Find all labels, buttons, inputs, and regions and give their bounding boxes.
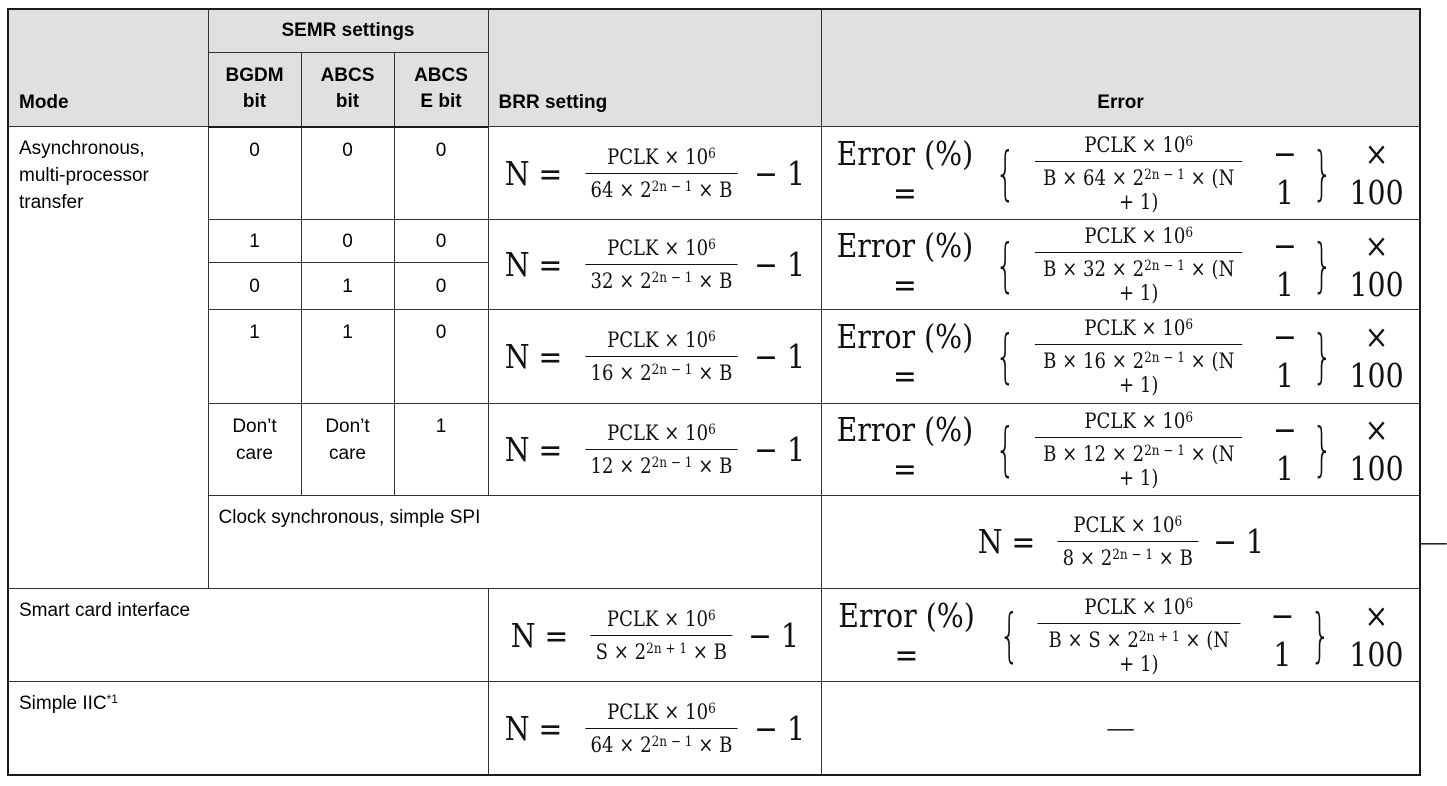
mode-smart-card: Smart card interface: [8, 589, 488, 682]
abcse-cell: 0: [394, 127, 488, 220]
error-formula-12: Error (%) = { $\frac{PCLK \times 10^6}{B \times 12 \times 2^{2n - 1} \times (N + 1)}$ − 1 } × 100: [821, 403, 1420, 495]
bgdm-cell: Don’t care: [208, 403, 301, 495]
abcse-cell: 0: [394, 220, 488, 263]
brr-formula-32: N = $\frac{PCLK \times 10^6}{32 \times 2^{2n - 1} \times B}$ − 1: [488, 220, 821, 310]
brr-formula-smart-card: N = $\frac{PCLK \times 10^6}{S \times 2^{2n + 1} \times B}$ − 1: [488, 589, 821, 682]
mode-simple-iic: Simple IIC$^{*1}$: [8, 682, 488, 775]
header-semr-settings: SEMR settings: [208, 9, 488, 53]
header-mode: Mode: [8, 9, 208, 127]
abcs-cell: 1: [301, 263, 394, 310]
brr-formula-12: N = $\frac{PCLK \times 10^6}{12 \times 2^{2n - 1} \times B}$ − 1: [488, 403, 821, 495]
abcse-cell: 1: [394, 403, 488, 495]
brr-formula-iic: N = $\frac{PCLK \times 10^6}{64 \times 2^{2n - 1} \times B}$ − 1: [488, 682, 821, 775]
abcs-cell: 0: [301, 127, 394, 220]
error-formula-16: Error (%) = { $\frac{PCLK \times 10^6}{B \times 16 \times 2^{2n - 1} \times (N + 1)}$ − 1 } × 100: [821, 310, 1420, 403]
brr-formula-16: N = $\frac{PCLK \times 10^6}{16 \times 2^{2n - 1} \times B}$ − 1: [488, 310, 821, 403]
abcs-cell: 0: [301, 220, 394, 263]
mode-async: Asynchronous, multi-processor transfer: [8, 127, 208, 589]
brr-settings-table: Mode SEMR settings BRR setting Error BGDM bit ABCS bit ABCS E bit Asynchronous, multi-processor transfer 0 0 0 N = $\frac{PCLK \times 10^6}{64 \times 2^{2n - 1} \times B}$ − 1 Error (%) = { $\frac{PCLK \times 10^6}{B \times 64 \times 2^{2n - 1} \times (N + 1)}$ − 1 } × 100 1 0 0 N = $\frac{PCLK \times 10^6}{32 \times 2^{2n - 1} \times B}$ − 1 Error (%) = { $\frac{PCLK \times 10^6}{B \times 32 \times 2^{2n - 1} \times (N + 1)}$ − 1 } × 100 0 1 0 1 1 0 N = $\frac{PCLK \times 10^6}{16 \times 2^{2n - 1} \times B}$ − 1 Error (%) = { $\frac{PCLK \times 10^6}{B \times 16 \times 2^{2n - 1} \times (N + 1)}$ − 1 } × 100 Don’t care Don’t care 1 N = $\frac{PCLK \times 10^6}{12 \times 2^{2n - 1} \times B}$ − 1 Error (%) = { $\frac{PCLK \times 10^6}{B \times 12 \times 2^{2n - 1} \times (N + 1)}$ − 1 } × 100 Clock synchronous, simple SPI N = $\frac{PCLK \times 10^6}{8 \times 2^{2n - 1} \times B}$ − 1 — Smart card interface N = $\frac{PCLK \times 10^6}{S \times 2^{2n + 1} \times B}$ − 1 Error (%) = { $\frac{PCLK \times 10^6}{B \times S \times 2^{2n + 1} \times (N + 1)}$ − 1 } × 100 Simple IIC$^{*1}$ N = $\frac{PCLK \times 10^6}{64 \times 2^{2n - 1} \times B}$ − 1 —: [7, 8, 1421, 776]
footnote-marker: *1: [106, 692, 118, 707]
header-error: Error: [821, 9, 1420, 127]
error-formula-32: Error (%) = { $\frac{PCLK \times 10^6}{B \times 32 \times 2^{2n - 1} \times (N + 1)}$ − 1 } × 100: [821, 220, 1420, 310]
brr-formula-64: N = $\frac{PCLK \times 10^6}{64 \times 2^{2n - 1} \times B}$ − 1: [488, 127, 821, 220]
header-bgdm-bit: BGDM bit: [208, 53, 301, 127]
brr-formula-8: N = $\frac{PCLK \times 10^6}{8 \times 2^{2n - 1} \times B}$ − 1: [821, 495, 1420, 588]
bgdm-cell: 0: [208, 127, 301, 220]
bgdm-cell: 1: [208, 310, 301, 403]
bgdm-cell: 1: [208, 220, 301, 263]
abcs-cell: 1: [301, 310, 394, 403]
abcse-cell: 0: [394, 263, 488, 310]
abcse-cell: 0: [394, 310, 488, 403]
header-abcs-bit: ABCS bit: [301, 53, 394, 127]
abcs-cell: Don’t care: [301, 403, 394, 495]
error-none-iic: —: [821, 682, 1420, 775]
mode-clock-sync: Clock synchronous, simple SPI: [208, 495, 821, 588]
error-formula-smart-card: Error (%) = { $\frac{PCLK \times 10^6}{B \times S \times 2^{2n + 1} \times (N + 1)}$ − 1 } × 100: [821, 589, 1420, 682]
error-formula-64: Error (%) = { $\frac{PCLK \times 10^6}{B \times 64 \times 2^{2n - 1} \times (N + 1)}$ − 1 } × 100: [821, 127, 1420, 220]
header-brr-setting: BRR setting: [488, 9, 821, 127]
bgdm-cell: 0: [208, 263, 301, 310]
header-abcse-bit: ABCS E bit: [394, 53, 488, 127]
